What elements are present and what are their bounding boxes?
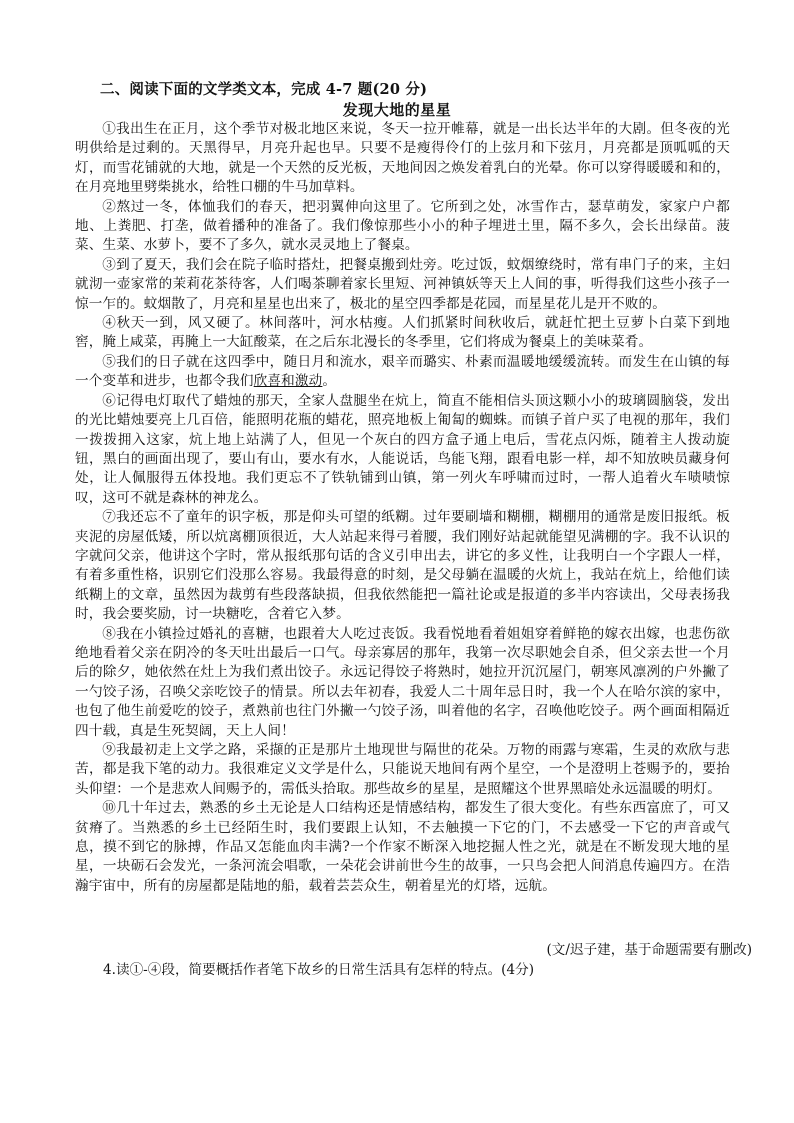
article-body (75, 120, 730, 896)
paragraph-1: ①我出生在正月，这个季节对极北地区来说，冬天一拉开帷幕，就是一出长达半年的大剧。但冬夜的光明供给是过剩的。天黑得早，月亮升起也早。只要不是瘦得伶仃的上弦月和下弦月，月亮都是顶呱呱的天灯，而雪花铺就的大地，就是一个天然的反光板，天地间因之焕发着乳白的光晕。你可以穿得暖暖和和的，在月亮地里劈柴挑水，给牲口棚的牛马加草料。 (75, 121, 730, 196)
paragraph-4: ④秋天一到，风又硬了。林间落叶，河水枯瘦。人们抓紧时间秋收后，就赶忙把土豆萝卜白菜下到地窖，腌上咸菜，再腌上一大缸酸菜，在之后东北漫长的冬季里，它们将成为餐桌上的美味菜肴。 (75, 315, 730, 351)
paragraph-6: ⑥记得电灯取代了蜡烛的那天，全家人盘腿坐在炕上，简直不能相信头顶这颗小小的玻璃圆脑袋，发出的光比蜡烛要亮上几百倍，能照明花瓶的蜡花，照亮地板上匍匐的蜘蛛。而镇子首户买了电视的那年，我们一拨拨拥入这家，炕上地上站满了人，但见一个灰白的四方盒子通上电后，雪花点闪烁，随着主人拨动旋钮，黑白的画面出现了，要山有山，要水有水，人能说话，鸟能飞翔，跟看电影一样，却不知放映员藏身何处，让人佩服得五体投地。我们更忘不了铁轨铺到山镇，第一列火车呼啸而过时，一帮人追着火车啧啧惊叹，这可不就是森林的神龙么。 (75, 392, 730, 506)
paragraph-5-end: 。 (322, 373, 337, 390)
section-heading: 二、阅读下面的文学类文本，完成 4-7 题(20 分) (100, 81, 428, 98)
paragraph-5-text: ⑤我们的日子就在这四季中，随日月和流水，艰辛而璐实、朴素而温暖地缓缓流转。而发生在山镇的每一个变革和进步，也都令我们 (75, 353, 730, 390)
paragraph-3: ③到了夏天，我们会在院子临时搭灶，把餐桌搬到灶旁。吃过饭，蚊烟缭绕时，常有串门子的来，主妇就沏一壶家常的茉莉花茶待客，人们喝茶聊着家长里短、河神镇妖等天上人间的事，听得我们这些小孩子一惊一乍的。蚊烟散了，月亮和星星也出来了，极北的星空四季都是花园，而星星花儿是开不败的。 (75, 256, 730, 312)
paragraph-9: ⑨我最初走上文学之路，采撷的正是那片土地现世与隔世的花朵。万物的雨露与寒霜，生灵的欢欣与悲苦，都是我下笔的动力。我很难定义文学是什么，只能说天地间有两个星空，一个是澄明上苍赐予的，要抬头仰望：一个是悲欢人间赐予的，需低头拾取。那些故乡的星星，是照耀这个世界黑暗处永远温暖的明灯。 (75, 742, 730, 797)
underlined-phrase: 欣喜和激动 (253, 373, 323, 390)
paragraph-2: ②熬过一冬，体恤我们的春天，把羽翼伸向这里了。它所到之处，冰雪作古，瑟草萌发，家家户户都地、上粪肥、打垄，做着播种的准备了。我们像惊那些小小的种子埋进土里，隔不多久，会长出绿苗。菠菜、生菜、水萝卜，要不了多久，就水灵灵地上了餐桌。 (75, 198, 730, 254)
article-title: 发现大地的星星 (342, 101, 452, 119)
paragraph-10: ⑩几十年过去，熟悉的乡土无论是人口结构还是情感结构，都发生了很大变化。有些东西富庶了，可又贫瘠了。当熟悉的乡土已经陌生时，我们要跟上认知，不去触摸一下它的门，不去感受一下它的声音或气息，摸不到它的脉搏，作品又怎能血肉丰满?一个作家不断深入地挖掘人性之光，就是在不断发现大地的星星，一块砺石会发光，一条河流会唱歌，一朵花会讲前世今生的故事，一只鸟会把人间消息传遍四方。在浩瀚宇宙中，所有的房屋都是陆地的船，载着芸芸众生，朝着星光的灯塔，远航。 (75, 800, 730, 894)
paragraph-7: ⑦我还忘不了童年的识字板，那是仰头可望的纸糊。过年要刷墙和糊棚，糊棚用的通常是废旧报纸。板夹泥的房屋低矮，所以炕离棚顶很近，大人站起来得弓着腰，我们刚好站起就能望见满棚的字。我不认识的字就问父亲，他讲这个字时，常从报纸那句话的含义引申出去，讲它的多义性，让我明白一个字跟人一样，有着多重性格，识别它们没那么容易。我最得意的时刻，是父母躺在温暖的火炕上，我站在炕上，给他们读纸糊上的文章，虽然因为裁剪有些段落缺损，但我依然能把一篇社论或是报道的多半内容读出，父母表扬我时，我会要奖励，讨一块糖吃，含着它入梦。 (75, 509, 730, 623)
paragraph-8: ⑧我在小镇捡过婚礼的喜糖，也跟着大人吃过丧饭。我看悦地看着姐姐穿着鲜艳的嫁衣出嫁，也悲伤欲绝地看着父亲在阴冷的冬天吐出最后一口气。母亲寡居的那年，我第一次尽职她会自杀，但父亲去世一个月后的除夕，她依然在灶上为我们煮出饺子。永远记得饺子将熟时，她拉开沉沉屋门，朝寒风凛冽的户外撇了一勺饺子汤，召唤父亲吃饺子的情景。所以去年初春，我爱人二十周年忌日时，我一个人在哈尔滨的家中，也包了他生前爱吃的饺子，煮熟前也往门外撇一勺饺子汤，叫着他的名字，召唤他吃饺子。两个画面相隔近四十载，真是生死契阔，天上人间！ (75, 625, 730, 739)
source-note: (文/迟子建，基于命题需要有删改) (546, 942, 752, 958)
question-4: 4.读①-④段，简要概括作者笔下故乡的日常生活具有怎样的特点。(4分) (103, 962, 535, 978)
paragraph-5 (75, 353, 730, 392)
